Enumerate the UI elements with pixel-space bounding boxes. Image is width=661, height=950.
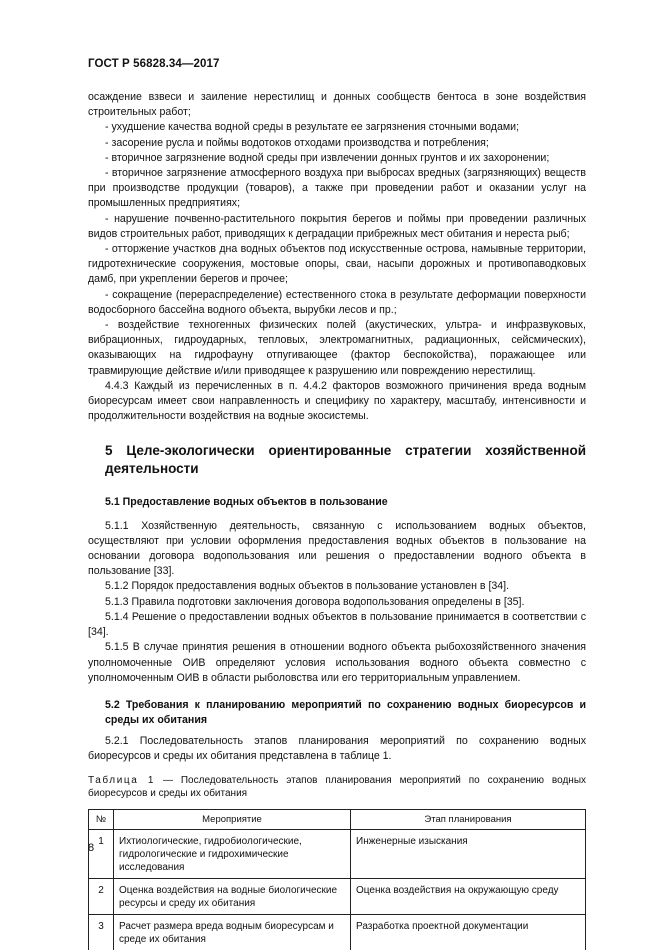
document-body <box>88 90 586 950</box>
bullet-item: - вторичное загрязнение атмосферного воздуха при выбросах вредных (загрязняющих) веществ при производстве продукции (товаров), а также при проведении работ и оказании услуг на промышленных предприятиях; <box>88 167 586 210</box>
paragraph-5-1-1: 5.1.1 Хозяйственную деятельность, связанную с использованием водных объектов, осуществляют при условии оформления предоставления водных объектов в пользование на основании договора водопользования или решения о предоставлении водного объекта в пользование [33]. <box>88 519 586 578</box>
row-measure: Расчет размера вреда водным биоресурсам и среде их обитания <box>114 915 351 950</box>
row-number: 3 <box>89 915 114 950</box>
table-caption-label: Таблица 1 <box>88 775 156 787</box>
paragraph-5-2-1: 5.2.1 Последовательность этапов планирования мероприятий по сохранению водных биоресурсов и среды их обитания представлена в таблице 1. <box>88 734 586 763</box>
page-number: 8 <box>88 842 95 854</box>
paragraph-5-1-5: 5.1.5 В случае принятия решения в отношении водного объекта рыбохозяйственного значения уполномоченные ОИВ определяют условия использования водного объекта совместно с уполномоченным ОИВ в области рыболовства или его территориальным управлением. <box>88 641 586 684</box>
table-caption-text: — Последовательность этапов планирования мероприятий по сохранению водных биоресурсов и среды их обитания <box>88 775 587 800</box>
bullet-item: - сокращение (перераспределение) естественного стока в результате деформации поверхности водосборного бассейна водного объекта, вырубки лесов и пр.; <box>88 288 586 316</box>
subsection-5-1-heading: 5.1 Предоставление водных объектов в пользование <box>105 496 388 509</box>
bullet-item: - отторжение участков дна водных объектов под искусственные острова, намывные территории, гидротехнические сооружения, мостовые опоры, сваи, насыпи дорожных и противопаводковых дамб, при укреплении берегов и прочее; <box>88 243 586 286</box>
paragraph-5-1-2: 5.1.2 Порядок предоставления водных объектов в пользование установлен в [34]. <box>105 580 510 593</box>
table-row <box>89 879 586 915</box>
row-measure: Ихтиологические, гидробиологические, гидрологические и гидрохимические исследования <box>114 830 351 879</box>
row-stage: Инженерные изыскания <box>351 830 586 879</box>
section-5-heading: 5 Целе-экологически ориентированные стратегии хозяйственной деятельности <box>105 443 586 477</box>
bullet-item: - засорение русла и поймы водотоков отходами производства и потребления; <box>105 136 489 149</box>
paragraph-5-1-4: 5.1.4 Решение о предоставлении водных объектов в пользование принимается в соответствии с [34]. <box>88 610 586 639</box>
paragraph-5-1-3: 5.1.3 Правила подготовки заключения договора водопользования определены в [35]. <box>105 595 525 608</box>
row-number: 1 <box>89 830 114 879</box>
row-measure: Оценка воздействия на водные биологические ресурсы и среду их обитания <box>114 879 351 915</box>
bullet-item: - вторичное загрязнение водной среды при извлечении донных грунтов и их захоронении; <box>105 151 550 164</box>
table-caption <box>88 774 586 800</box>
column-header-stage: Этап планирования <box>351 810 586 830</box>
row-stage: Оценка воздействия на окружающую среду <box>351 879 586 915</box>
row-number: 2 <box>89 879 114 915</box>
table-row <box>89 830 586 879</box>
row-stage: Разработка проектной документации <box>351 915 586 950</box>
paragraph-intro: осаждение взвеси и заиление нерестилищ и донных сообществ бентоса в зоне воздействия строительных работ; <box>88 91 586 119</box>
table-row <box>89 915 586 950</box>
paragraph-4-4-3: 4.4.3 Каждый из перечисленных в п. 4.4.2 факторов возможного причинения вреда водным биоресурсам имеет свои направленность и специфику по характеру, масштабу, интенсивности и продолжительности воздействия на водные экосистемы. <box>88 379 586 423</box>
column-header-measure: Мероприятие <box>114 810 351 830</box>
subsection-5-2-heading: 5.2 Требования к планированию мероприятий по сохранению водных биоресурсов и среды их обитания <box>105 698 586 726</box>
bullet-item: - ухудшение качества водной среды в результате ее загрязнения сточными водами; <box>105 121 520 134</box>
bullet-item: - воздействие техногенных физических полей (акустических, ультра- и инфразвуковых, вибрационных, гидроударных, тепловых, электромагнитных, радиационных, сейсмических), оказывающих на гидрофауну отпугивающее (фактор беспокойства), поражающее или травмирующие действие и/или приводящее к разрушению или повреждению нерестилищ. <box>88 319 586 377</box>
document-code-header: ГОСТ Р 56828.34—2017 <box>88 58 220 70</box>
bullet-item: - нарушение почвенно-растительного покрытия берегов и поймы при проведении различных видов строительных работ, приводящих к деградации прибрежных мест обитания и нереста рыб; <box>88 212 586 240</box>
column-header-number: № <box>89 810 114 830</box>
planning-stages-table <box>88 809 586 950</box>
table-header-row <box>89 810 586 830</box>
